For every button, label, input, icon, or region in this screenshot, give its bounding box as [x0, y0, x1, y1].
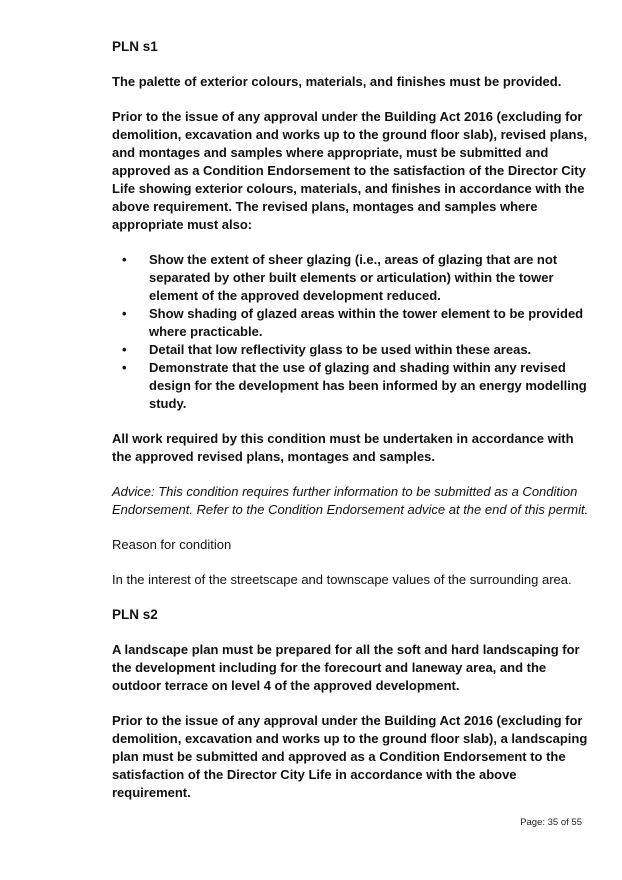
bullet-text: Show the extent of sheer glazing (i.e., areas of glazing that are not separated by other built elements or articulation) within the tower element of the approved development reduced. — [149, 252, 558, 303]
bullet-item — [112, 359, 590, 413]
condition-requirement: Prior to the issue of any approval under the Building Act 2016 (excluding for demolition, excavation and works up to the ground floor slab), revised plans, and montages and samples where appropriate, must be submitted and approved as a Condition Endorsement to the satisfaction of the Director City Life showing exterior colours, materials, and finishes in accordance with the above requirement. The revised plans, montages and samples where appropriate must also: — [112, 109, 588, 232]
bullet-icon: • — [122, 360, 127, 375]
bullet-text: Detail that low reflectivity glass to be used within these areas. — [149, 342, 532, 357]
page-content — [112, 38, 590, 802]
page-number: Page: 35 of 55 — [520, 817, 582, 828]
bullet-icon: • — [122, 342, 127, 357]
condition-closing: All work required by this condition must be undertaken in accordance with the approved revised plans, montages and samples. — [112, 431, 574, 464]
reason-text: In the interest of the streetscape and townscape values of the surrounding area. — [112, 572, 572, 587]
bullet-icon: • — [122, 252, 127, 267]
condition-heading: PLN s1 — [112, 39, 158, 54]
bullet-item — [112, 341, 590, 359]
bullet-item — [112, 251, 590, 305]
condition-intro: The palette of exterior colours, materials, and finishes must be provided. — [112, 74, 562, 89]
reason-label: Reason for condition — [112, 537, 232, 552]
bullet-item — [112, 305, 590, 341]
bullet-icon: • — [122, 306, 127, 321]
condition-intro: A landscape plan must be prepared for all the soft and hard landscaping for the development including for the forecourt and laneway area, and the outdoor terrace on level 4 of the approved development. — [112, 642, 580, 693]
condition-advice: Advice: This condition requires further information to be submitted as a Condition Endorsement. Refer to the Condition Endorsement advice at the end of this permit. — [112, 484, 589, 517]
requirement-bullet-list — [112, 251, 590, 413]
condition-requirement: Prior to the issue of any approval under the Building Act 2016 (excluding for demolition, excavation and works up to the ground floor slab), a landscaping plan must be submitted and approved as a Condition Endorsement to the satisfaction of the Director City Life in accordance with the above requirement. — [112, 713, 588, 800]
bullet-text: Demonstrate that the use of glazing and shading within any revised design for the development has been informed by an energy modelling study. — [149, 360, 587, 411]
bullet-text: Show shading of glazed areas within the tower element to be provided where practicable. — [149, 306, 584, 339]
condition-heading: PLN s2 — [112, 607, 158, 622]
